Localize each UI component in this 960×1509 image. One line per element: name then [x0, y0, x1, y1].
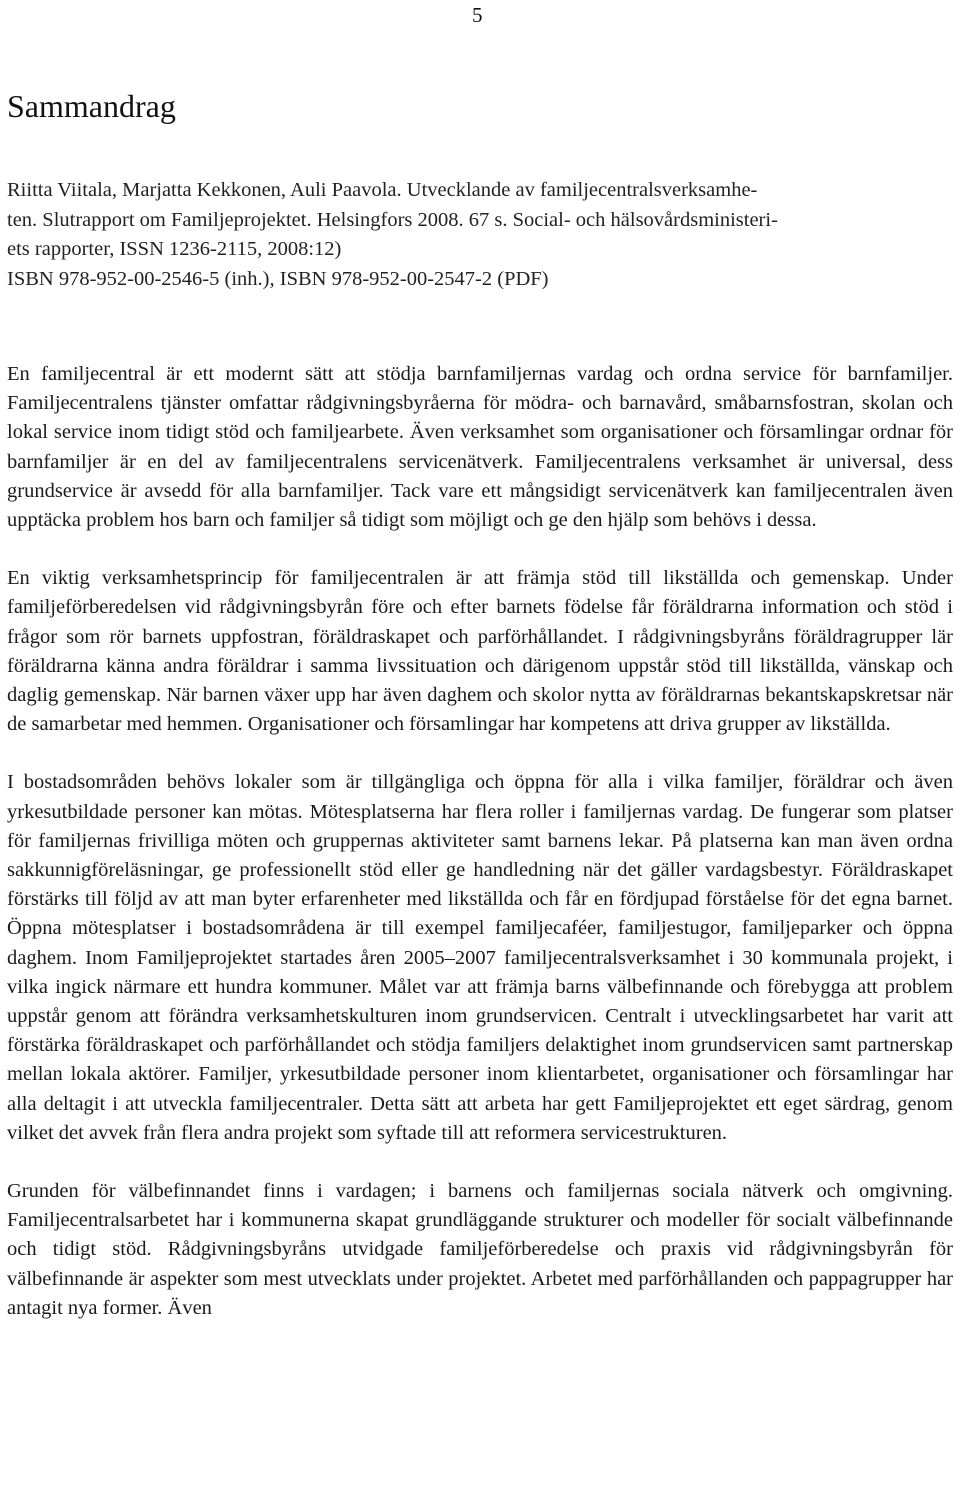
summary-body — [7, 360, 953, 1352]
body-paragraph: I bostadsområden behövs lokaler som är tillgängliga och öppna för alla i vilka familjer, föräldrar och även yrkesutbildade personer kan mötas. Mötesplatserna har flera roller i familjernas vardag. De fungerar som platser för familjernas frivilliga möten och gruppernas aktiviteter samt barnens lekar. På platserna kan man även ordna sakkunnigföreläsningar, ge professionellt stöd eller ge handledning när det gäller vardagsbestyr. Föräldraskapet förstärks till följd av att man byter erfarenheter med likställda och får en fördjupad förståelse för det egna barnet. Öppna mötesplatser i bostadsområdena är till exempel familjecaféer, familjestugor, familjeparker och öppna daghem. Inom Familjeprojektet startades åren 2005–2007 familjecentralsverksamhet i 30 kommunala projekt, i vilka ingick närmare ett hundra kommuner. Målet var att främja barns välbefinnande och förebygga att problem uppstår genom att förändra verksamhetskulturen inom grundservicen. Centralt i utvecklingsarbetet har varit att förstärka föräldraskapet och parförhållandet och stödja familjers delaktighet inom grundservicen samt partnerskap mellan lokala aktörer. Familjer, yrkesutbildade personer inom klientarbetet, organisationer och församlingar har alla deltagit i att utveckla familjecentraler. Detta sätt att arbeta har gett Familjeprojektet ett eget särdrag, genom vilket det avvek från flera andra projekt som syftade till att reformera servicestrukturen. — [7, 771, 953, 1144]
citation-line: ten. Slutrapport om Familjeprojektet. Helsingfors 2008. 67 s. Social- och hälsovårdsministeri- — [7, 208, 778, 231]
body-paragraph: En viktig verksamhetsprincip för familjecentralen är att främja stöd till likställda och gemenskap. Under familjeförberedelsen vid rådgivningsbyrån före och efter barnets födelse får föräldrarna information och stöd i frågor som rör barnets uppfostran, föräldraskapet och parförhållandet. I rådgivningsbyråns föräldragrupper lär föräldrarna känna andra föräldrar i samma livssituation och därigenom uppstår stöd till likställda, vänskap och daglig gemenskap. När barnen växer upp har även daghem och skolor nytta av föräldrarnas bekantskapskretsar när de samarbetar med hemmen. Organisationer och församlingar har kompetens att driva grupper av likställda. — [7, 567, 953, 736]
bibliographic-citation — [7, 176, 951, 295]
body-paragraph: En familjecentral är ett modernt sätt att stödja barnfamiljernas vardag och ordna service för barnfamiljer. Familjecentralens tjänster omfattar rådgivningsbyråerna för mödra- och barnavård, småbarnsfostran, skolan och lokal service inom tidigt stöd och familjearbete. Även verksamhet som organisationer och församlingar ordnar för barnfamiljer är en del av familjecentralens servicenätverk. Familjecentralens verksamhet är universal, dess grundservice är avsedd för alla barnfamiljer. Tack vare ett mångsidigt servicenätverk kan familjecentralen även upptäcka problem hos barn och familjer så tidigt som möjligt och ge den hjälp som behövs i dessa. — [7, 363, 953, 532]
citation-line: ISBN 978-952-00-2546-5 (inh.), ISBN 978-952-00-2547-2 (PDF) — [7, 268, 549, 291]
citation-line: Riitta Viitala, Marjatta Kekkonen, Auli Paavola. Utvecklande av familjecentralsverksamhe- — [7, 179, 758, 201]
citation-line: ets rapporter, ISSN 1236-2115, 2008:12) — [7, 238, 342, 261]
section-heading: Sammandrag — [7, 88, 176, 124]
body-paragraph: Grunden för välbefinnandet finns i vardagen; i barnens och familjernas sociala nätverk och omgivning. Familjecentralsarbetet har i kommunerna skapat grundläggande strukturer och modeller för socialt välbefinnande och tidigt stöd. Rådgivningsbyråns utvidgade familjeförberedelse och praxis vid rådgivningsbyrån för välbefinnande är aspekter som mest utvecklats under projektet. Arbetet med parförhållanden och pappagrupper har antagit nya former. Även — [7, 1180, 953, 1319]
page-number: 5 — [472, 3, 483, 27]
